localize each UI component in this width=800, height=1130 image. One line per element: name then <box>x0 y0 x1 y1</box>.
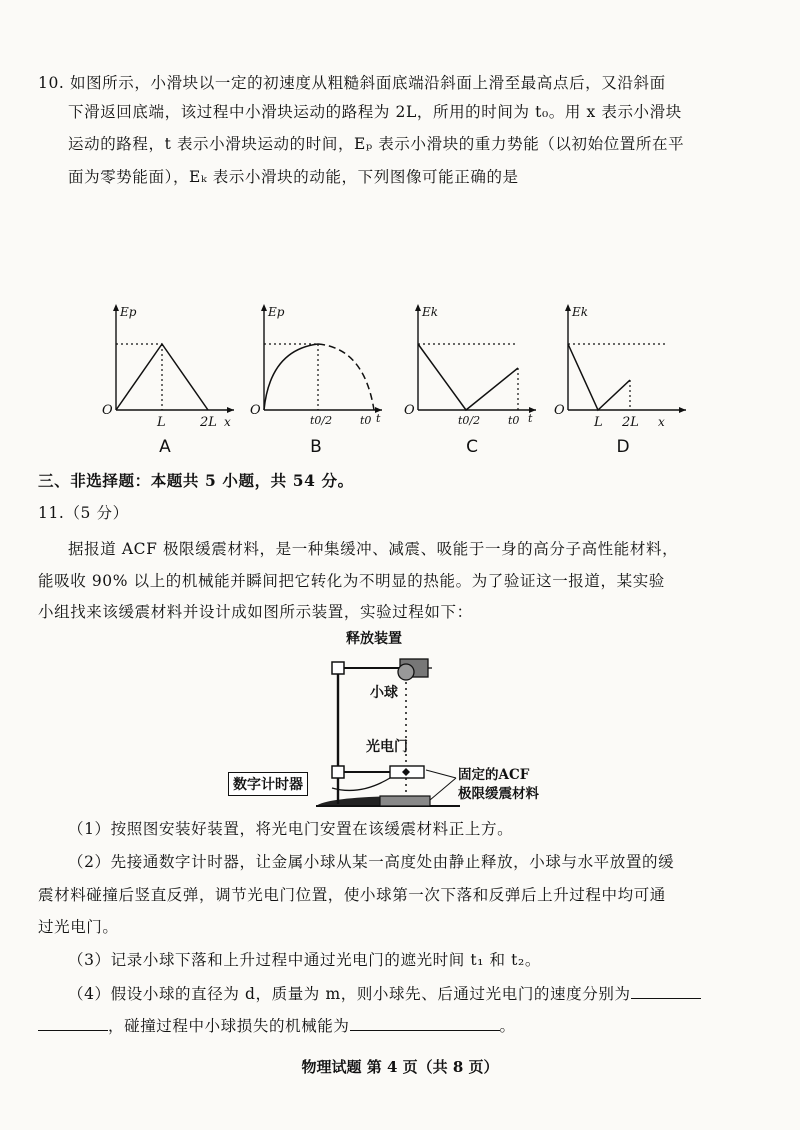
q10-line-1: 10. 如图所示，小滑块以一定的初速度从粗糙斜面底端沿斜面上滑至最高点后，又沿斜面 <box>38 74 666 92</box>
q11-step-4-line-2 <box>38 1014 516 1037</box>
q11-para-1: 据报道 ACF 极限缓震材料，是一种集缓冲、减震、吸能于一身的高分子高性能材料， <box>68 540 679 558</box>
answer-blank-3[interactable] <box>350 1014 500 1031</box>
answer-blank-2[interactable] <box>38 1014 108 1031</box>
graph-b-letter: B <box>310 437 322 457</box>
page-footer: 物理试题 第 4 页（共 8 页） <box>301 1058 499 1076</box>
q10-line-3: 运动的路程，t 表示小滑块运动的时间，Eₚ 表示小滑块的重力势能（以初始位置所在平 <box>68 135 685 153</box>
graph-a-origin: O <box>102 403 113 418</box>
graph-d-tick-1: L <box>594 415 603 430</box>
graph-c-svg <box>402 292 542 452</box>
graph-c-letter: C <box>466 437 478 457</box>
q11-step-1: （1）按照图安装好装置，将光电门安置在该缓震材料正上方。 <box>68 820 514 838</box>
q11-step-4-text-2: ，碰撞过程中小球损失的机械能为 <box>108 1017 350 1035</box>
graph-d <box>552 292 692 432</box>
q11-header: 11.（5 分） <box>38 504 129 522</box>
graph-d-tick-2: 2L <box>622 415 639 430</box>
q11-step-3: （3）记录小球下落和上升过程中通过光电门的遮光时间 t₁ 和 t₂。 <box>68 951 541 969</box>
graph-a-tick-2: 2L <box>200 415 217 430</box>
graph-c-origin: O <box>404 403 415 418</box>
graph-c <box>402 292 542 452</box>
graph-d-ylabel: Ek <box>572 305 589 319</box>
graph-c-tick-2: t0 <box>508 414 520 427</box>
section-3-heading: 三、非选择题：本题共 5 小题，共 54 分。 <box>38 471 354 490</box>
graph-a-xlabel: x <box>224 415 231 429</box>
q11-para-3: 小组找来该缓震材料并设计成如图所示装置，实验过程如下： <box>38 603 473 621</box>
graph-b-svg <box>248 292 388 452</box>
label-ball: 小球 <box>370 685 398 701</box>
graph-b-tick-2: t0 <box>360 414 372 427</box>
graph-d-xlabel: x <box>658 415 665 429</box>
q10-line-2: 下滑返回底端，该过程中小滑块运动的路程为 2L，所用的时间为 t₀。用 x 表示小滑块 <box>68 103 682 121</box>
graph-b-tick-1: t0/2 <box>310 414 333 427</box>
graph-c-xlabel: t <box>528 412 533 425</box>
q11-para-2: 能吸收 90% 以上的机械能并瞬间把它转化为不明显的热能。为了验证这一报道，某实验 <box>38 572 665 590</box>
graph-a-svg <box>100 292 240 432</box>
q11-step-2-line-1: （2）先接通数字计时器，让金属小球从某一高度处由静止释放，小球与水平放置的缓 <box>68 853 675 871</box>
graph-d-origin: O <box>554 403 565 418</box>
graph-b-xlabel: t <box>376 412 381 425</box>
graph-c-ylabel: Ek <box>422 305 439 319</box>
graph-b-ylabel: Ep <box>268 305 285 319</box>
q11-step-2-line-3: 过光电门。 <box>38 918 119 936</box>
graph-a-ylabel: Ep <box>120 305 137 319</box>
q11-step-4-text-3: 。 <box>499 1017 516 1035</box>
q10-line-4: 面为零势能面），Eₖ 表示小滑块的动能，下列图像可能正确的是 <box>68 168 519 186</box>
graph-a-letter: A <box>159 437 171 457</box>
graph-d-letter: D <box>616 437 630 457</box>
graph-a-tick-1: L <box>157 415 166 430</box>
q11-step-2-line-2: 震材料碰撞后竖直反弹，调节光电门位置，使小球第一次下落和反弹后上升过程中均可通 <box>38 886 666 904</box>
graph-b <box>248 292 388 452</box>
label-release-device: 释放装置 <box>346 631 402 647</box>
label-digital-timer: 数字计时器 <box>228 772 308 796</box>
apparatus-figure <box>220 628 580 818</box>
graph-a <box>100 292 240 432</box>
graph-d-svg <box>552 292 692 432</box>
answer-blank-1[interactable] <box>631 982 701 999</box>
graph-c-tick-1: t0/2 <box>458 414 481 427</box>
graph-b-origin: O <box>250 403 261 418</box>
q11-step-4-line-1 <box>68 982 701 1005</box>
label-acf-material <box>458 766 539 804</box>
q11-step-4-text-1: （4）假设小球的直径为 d，质量为 m，则小球先、后通过光电门的速度分别为 <box>68 985 631 1003</box>
label-photo-gate: 光电门 <box>366 739 408 755</box>
label-acf-line-2: 极限缓震材料 <box>458 786 539 802</box>
label-acf-line-1: 固定的ACF <box>458 767 530 783</box>
